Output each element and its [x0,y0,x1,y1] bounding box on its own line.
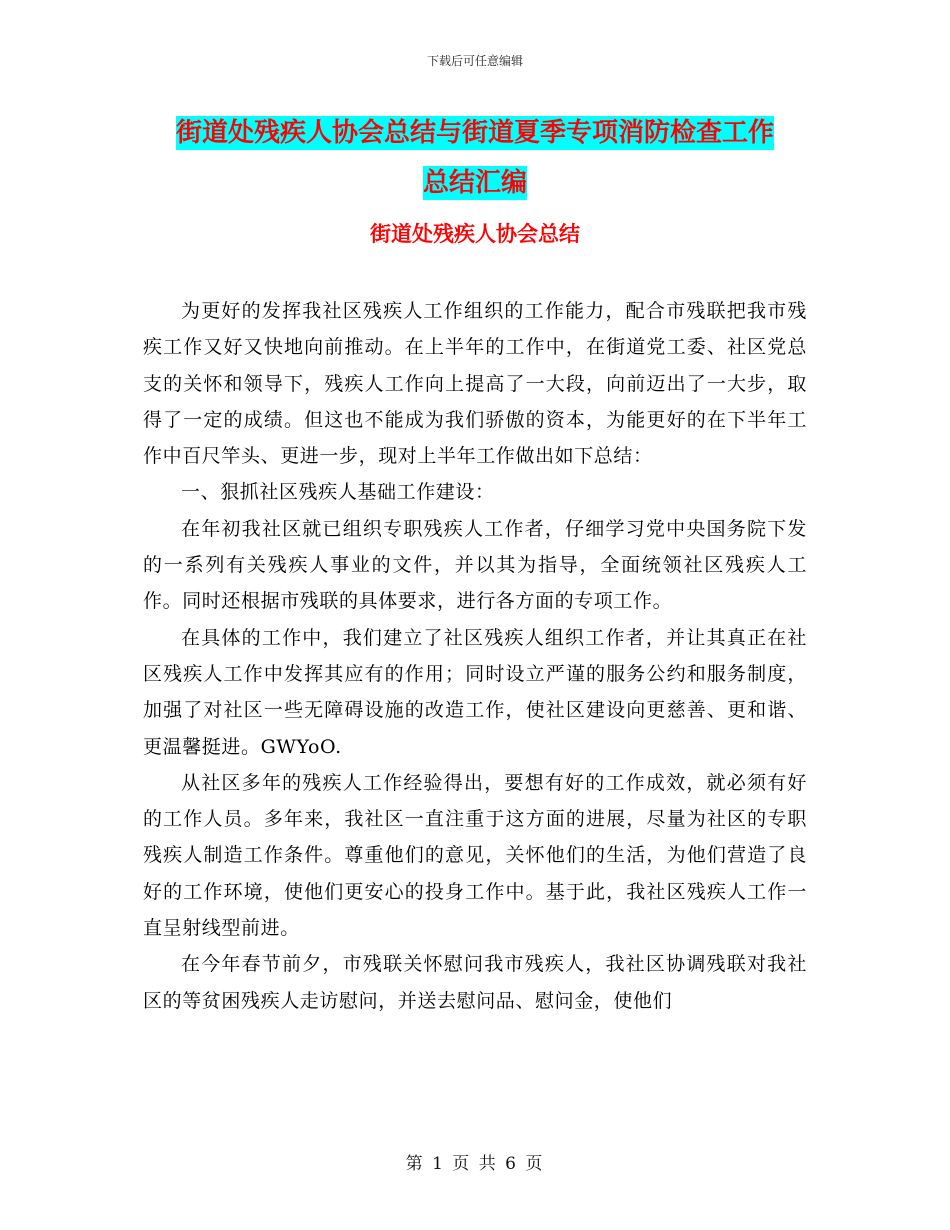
paragraph: 在具体的工作中，我们建立了社区残疾人组织工作者，并让其真正在社区残疾人工作中发挥其应有的作用；同时设立严谨的服务公约和服务制度，加强了对社区一些无障碍设施的改造工作，使社区建设向更慈善、更和谐、更温馨挺进。GWYoO. [143,626,807,758]
document-title-line-1: 街道处残疾人协会总结与街道夏季专项消防检查工作 [175,118,774,148]
paragraph: 从社区多年的残疾人工作经验得出，要想有好的工作成效，就必须有好的工作人员。多年来，我社区一直注重于这方面的进展，尽量为社区的专职残疾人制造工作条件。尊重他们的意见，关怀他们的生活，为他们营造了良好的工作环境，使他们更安心的投身工作中。基于此，我社区残疾人工作一直呈射线型前进。 [143,771,807,940]
paragraph: 为更好的发挥我社区残疾人工作组织的工作能力，配合市残联把我市残疾工作又好又快地向前推动。在上半年的工作中，在街道党工委、社区党总支的关怀和领导下，残疾人工作向上提高了一大段，向前迈出了一大步，取得了一定的成绩。但这也不能成为我们骄傲的资本，为能更好的在下半年工作中百尺竿头、更进一步，现对上半年工作做出如下总结： [143,300,807,468]
document-title-line-2: 总结汇编 [422,168,527,198]
paragraph: 在年初我社区就已组织专职残疾人工作者，仔细学习党中央国务院下发的一系列有关残疾人事业的文件，并以其为指导，全面统领社区残疾人工作。同时还根据市残联的具体要求，进行各方面的专项工作。 [143,517,807,613]
section-title: 街道处残疾人协会总结 [370,221,580,246]
paragraph: 在今年春节前夕，市残联关怀慰问我市残疾人，我社区协调残联对我社区的等贫困残疾人走访慰问，并送去慰问品、慰问金，使他们 [143,953,807,1012]
header-note: 下载后可任意编辑 [426,54,523,68]
document-title [0,108,950,208]
page-footer: 第 1 页 共 6 页 [405,1154,545,1174]
document-body [143,293,807,1019]
paragraph: 一、狠抓社区残疾人基础工作建设： [181,481,495,504]
